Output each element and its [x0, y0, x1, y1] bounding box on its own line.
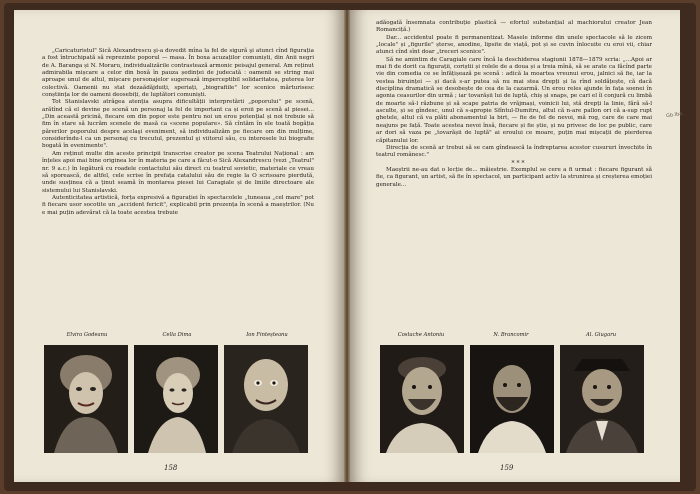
portrait-image	[134, 345, 218, 453]
portrait-photo	[44, 345, 128, 453]
paragraph: Tot Stanislavski atrăgea atenția asupra dificultății interpretării „poporului" pe scenă, arătînd că el devine pe scenă un personaj la fel de important ca și eroii pe scenă al piesei... „Din această pricină, fiecare om din popor este pentru noi un erou potențial și noi trebuie să fim în stare să lucrăm scenele de masă ca «scene populare». Să cîntăm în ele toată bogăția părerilor poporului despre acelaşi eveniment, să individualizăm pe fiecare om din mulțime, considerîndu-l ca un personaj cu trecutul, prezentul şi viitorul său, cu interesele lui biografie bogată în evenimente".	[42, 99, 314, 150]
handwritten-margin-note: Gb.Iba.	[665, 110, 685, 120]
page-number: 159	[500, 464, 514, 472]
portrait-photo	[470, 345, 554, 453]
right-page	[350, 10, 680, 482]
paragraph: adăogată însemnata contribuție plastică — efortul substanțial al machiorului creator Jean Romanciță.)	[376, 20, 652, 34]
portrait-image	[470, 345, 554, 453]
paragraph: Să ne amintim de Caragiale care încă la deschiderea stagiunii 1878—1879 scria: „...Apoi ar mai fi de dorit ca figurații, coriștii și rolele de a doua și a treia mînă, să se arate ca făcînd parte vie din comedia ce se înfățișează pe scenă : adică la moartea vreunui erou, jalnici să fie, iar la vestea biruinței — și dacă s-ar putea să nu mai stea drepți și la rînd soldățește, că dacă disciplina dramatică se desobește de cea de la cazarmă. Un erou reles ajunde în fața soenei în agonia ceasurilor din urmă ; iar tovarășii lui de luptă, chiș și snaps, pe cari el îi conjură cu limbă de moarte să-l răzbune și să scape patria de vrăjmași, voinicii lui, stă drepți la linie, fără să-l asculte, și se gîndesc, unul că s-apropie Sfîntul-Dumitru, altul că n-are pallon ori că a-sup rupt ghetele, altul că va plăti abonamentul la birt, — fie de fel de nevoi, mă rog, care de care mai neajuns pe față. Toate acestea nevoi însă, fiecare și fie știe, și nu privesc de loc pe public, care ar dori să vaza pe „tovarășii de luptă" ai eroului ce moare, puțin mai mișcații de pierderea căpitanului lor.	[376, 56, 652, 144]
portrait-photo	[380, 345, 464, 453]
right-page-text	[376, 20, 652, 189]
paragraph: „Caricaturistul" Sică Alexandrescu şi-a dovedit mîna la fel de sigură şi atunci cînd figurația a fost întruchipată să reprezinte poporul — masa. În boxa acuzaților comuniști, din Anii negri de A. Baranga și N. Moraru, individualizările contrastează armonic peisajul general. Am reținut admirabila mișcare a celor din boxă în pauza ședinței de judecată : oamenii se string mai aproape unul de altul, mișcare personajelor sugerează imperceptibil solidaritatea, puterea lor colectivă. Oamenii nu stat dezaădăjduiți, speriați, „biografiile" lor scenice mărturisesc conștiința lor de oameni deosebiți, de luptători comuniști.	[42, 48, 314, 99]
paragraph: Dar... accidentul poate fi permanentizat. Masele informe din unele spectacole să le zicem „locale" și „figurile" șterse, anodine, lipsite de viață, pot și se cuvin înlocuite cu eroi vii, chiar atunci cînd sînt doar „treceri scenice".	[376, 34, 652, 56]
paragraph: Maeștrii ne-au dat o lecție de... măiestrie. Exemplul se cere a fi urmat : fiecare figurant să fie, ca figurant, un artist, să fie în spectacol, un participant activ la strunirea și creșterea emoției generale...	[376, 166, 652, 188]
portrait-image	[380, 345, 464, 453]
photo-caption: Costache Antoniu	[397, 332, 445, 338]
photo-caption: Al. Giugaru	[585, 332, 617, 338]
photo-caption: N. Brancomir	[493, 332, 529, 338]
paragraph: Autenticitatea artistică, forța expresivă a figurației în spectacolele „tuneaua „cel mare" pot fi fiecare usor socotite un „accident fericit", explicabil prin prezența în scenă a maeștrilor. (Nu e mai puțin adevărat că la toate acestea trebuie	[42, 194, 314, 216]
page-number: 158	[164, 464, 178, 472]
portrait-image	[44, 345, 128, 453]
left-page-text	[42, 48, 314, 217]
photo-caption: Ion Finteșteanu	[246, 332, 288, 338]
portrait-photo	[224, 345, 308, 453]
portrait-image	[560, 345, 644, 453]
portrait-photo	[134, 345, 218, 453]
paragraph: Direcția de scenă ar trebui să se cam gîndească la îndreptarea acestor cusururi învechite în teatrul românesc."	[376, 144, 652, 159]
section-separator: ***	[511, 159, 527, 167]
paragraph: Am reținut multe din aceste principii transcrise creator pe scena Teatrului Național : am înțeles apoi mai bine originea lor în materia pe care a făcut-o Sică Alexandrescu (vezi „Teatrul" nr. 9 a.c.) în legătură cu roadele contactului său direct cu teatrul sovietic, materiale ce vreau să sporească, de altfel, cele scrise în prefața catalului său de regie la O scrisoare pierdută, unde susținea că a ținut seamă în montarea piesei lui Caragiale și de liniile directoare ale sistemului lui Stanislavski.	[42, 150, 314, 194]
portrait-photo	[560, 345, 644, 453]
photo-caption: Elvira Godeanu	[66, 332, 108, 338]
photo-caption: Cella Dima	[162, 332, 192, 338]
portrait-image	[224, 345, 308, 453]
left-page	[14, 10, 344, 482]
